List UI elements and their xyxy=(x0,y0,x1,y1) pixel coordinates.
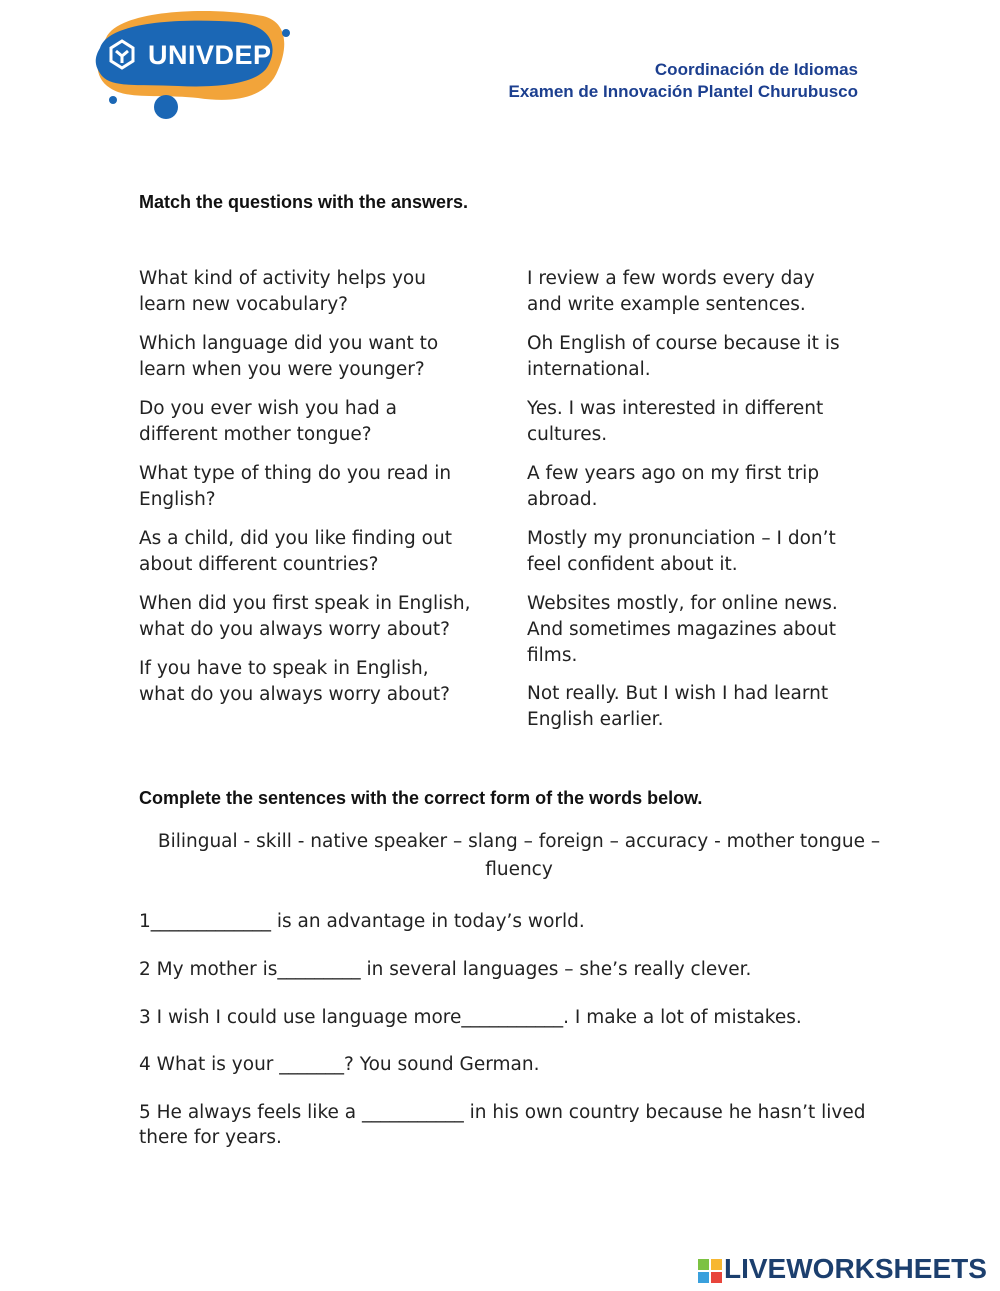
question-item: As a child, did you like finding out about different countries? xyxy=(139,528,452,575)
sentence-item: 4 What is your _______? You sound German. xyxy=(139,1054,540,1075)
section-heading-match: Match the questions with the answers. xyxy=(139,192,469,212)
header-exam-title: Examen de Innovación Plantel Churubusco xyxy=(508,82,858,101)
sentence-item: 2 My mother is_________ in several languages – she’s really clever. xyxy=(139,959,752,980)
question-item: Which language did you want to learn when you were younger? xyxy=(139,333,439,380)
sentence-item: 3 I wish I could use language more___________. I make a lot of mistakes. xyxy=(139,1007,802,1028)
sentence-item: 1_____________ is an advantage in today’s world. xyxy=(139,911,585,932)
answer-item: Mostly my pronunciation – I don’t feel confident about it. xyxy=(527,528,836,575)
question-item: What type of thing do you read in English? xyxy=(139,463,452,510)
logo-wordmark: UNIVDEP xyxy=(148,40,272,70)
answer-item: Yes. I was interested in different cultures. xyxy=(527,398,824,445)
word-bank: Bilingual - skill - native speaker – slang – foreign – accuracy - mother tongue – fluency xyxy=(157,831,881,880)
answer-item: Oh English of course because it is international. xyxy=(527,333,840,380)
question-item: When did you first speak in English, what do you always worry about? xyxy=(139,593,471,640)
answer-item: I review a few words every day and write example sentences. xyxy=(527,268,815,315)
question-item: If you have to speak in English, what do you always worry about? xyxy=(139,658,450,705)
question-item: Do you ever wish you had a different mother tongue? xyxy=(139,398,397,445)
answer-item: A few years ago on my first trip abroad. xyxy=(527,463,820,510)
section-heading-complete: Complete the sentences with the correct form of the words below. xyxy=(139,788,703,808)
answer-item: Not really. But I wish I had learnt English earlier. xyxy=(527,683,829,730)
question-item: What kind of activity helps you learn new vocabulary? xyxy=(139,268,426,315)
answer-item: Websites mostly, for online news. And sometimes magazines about films. xyxy=(527,593,838,666)
header-department: Coordinación de Idiomas xyxy=(654,60,858,79)
liveworksheets-wordmark: LIVEWORKSHEETS xyxy=(724,1253,987,1284)
sentence-item: 5 He always feels like a ___________ in his own country because he hasn’t lived there for years. xyxy=(139,1102,866,1148)
liveworksheets-icon xyxy=(698,1259,722,1283)
